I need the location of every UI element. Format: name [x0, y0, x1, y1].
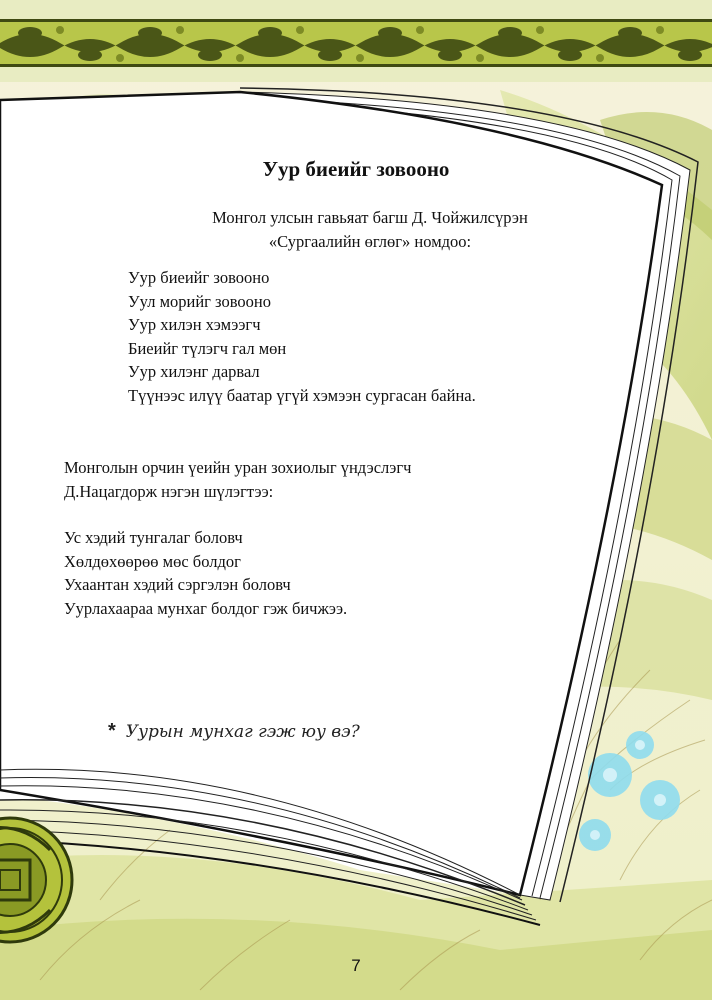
intro-line: Д.Нацагдорж нэгэн шүлэгтээ:	[64, 481, 274, 501]
poem-line: Уурлахаараа мунхаг болдог гэж бичжээ.	[64, 598, 348, 618]
poem-stanza-2	[64, 526, 347, 620]
asterisk-marker: *	[108, 720, 116, 742]
poem-line: Ухаантан хэдий сэргэлэн боловч	[64, 575, 291, 595]
intro-paragraph	[140, 206, 600, 253]
poem-stanza-1	[128, 266, 476, 408]
intro-line: Монголын орчин үеийн уран зохиолыг үндэслэгч	[64, 458, 412, 477]
intro-line: «Сургаалийн өглөг» номдоо:	[268, 231, 472, 251]
poem-line: Ус хэдий тунгалаг боловч	[64, 528, 243, 547]
page-number: 7	[351, 956, 361, 975]
intro-line: Монгол улсын гавьяат багш Д. Чойжилсүрэн	[212, 208, 528, 227]
ornamental-banner	[0, 0, 712, 82]
discussion-question	[108, 720, 360, 743]
poem-line: Хөлдөхөөрөө мөс болдог	[64, 551, 241, 571]
poem-line: Түүнээс илүү баатар үгүй хэмээн сургасан байна.	[128, 385, 476, 405]
poem-line: Уул морийг зовооно	[128, 291, 271, 311]
poem-line: Биеийг түлэгч гал мөн	[128, 338, 287, 358]
question-text: Уурын мунхаг гэж юу вэ?	[125, 722, 360, 742]
poem-line: Уур хилэнг дарвал	[128, 362, 260, 382]
intro-paragraph-2	[64, 456, 411, 503]
poem-line: Уур биеийг зовооно	[128, 268, 270, 287]
page-title: Уур биеийг зовооно	[262, 157, 450, 181]
poem-line: Уур хилэн хэмээгч	[128, 315, 261, 335]
